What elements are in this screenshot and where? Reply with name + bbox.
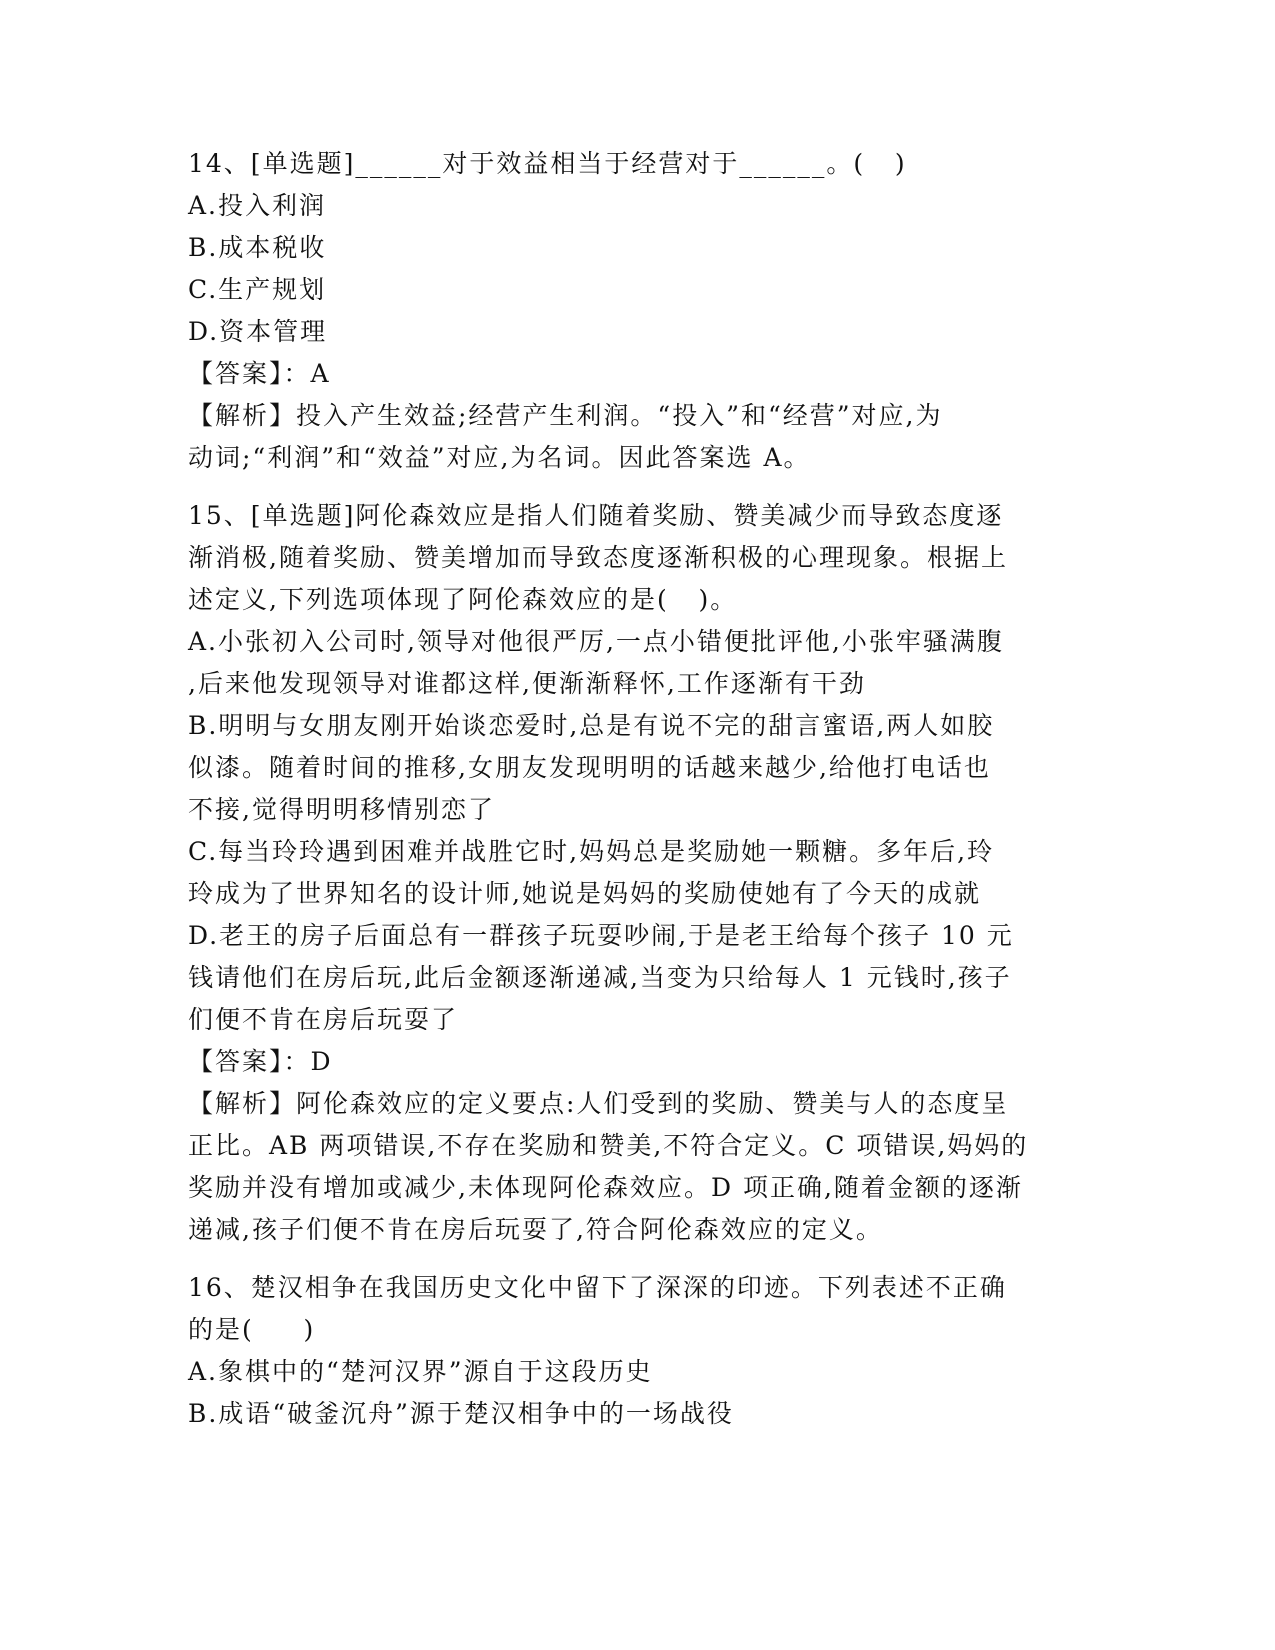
- analysis-line: 【解析】阿伦森效应的定义要点:人们受到的奖励、赞美与人的态度呈: [188, 1089, 1009, 1118]
- option-a-line: ,后来他发现领导对谁都这样,便渐渐释怀,工作逐渐有干劲: [188, 669, 866, 698]
- analysis-line: 【解析】投入产生效益;经营产生利润。“投入”和“经营”对应,为: [188, 401, 943, 430]
- option-a: A.象棋中的“楚河汉界”源自于这段历史: [188, 1357, 653, 1386]
- document-body: [188, 143, 1078, 1435]
- option-a: A.投入利润: [188, 191, 327, 220]
- option-d-line: 钱请他们在房后玩,此后金额逐渐递减,当变为只给每人 1 元钱时,孩子: [188, 963, 1012, 992]
- option-d: D.资本管理: [188, 317, 328, 346]
- question-stem-line: 述定义,下列选项体现了阿伦森效应的是( )。: [188, 585, 738, 614]
- answer: 【答案】：A: [188, 359, 331, 388]
- option-d-line: D.老王的房子后面总有一群孩子玩耍吵闹,于是老王给每个孩子 10 元: [188, 921, 1014, 950]
- option-b-line: 不接,觉得明明移情别恋了: [188, 795, 495, 824]
- spacer: [188, 1251, 1078, 1267]
- question-stem-line: 16、楚汉相争在我国历史文化中留下了深深的印迹。下列表述不正确: [188, 1273, 1007, 1302]
- question-stem-line: 15、[单选题]阿伦森效应是指人们随着奖励、赞美减少而导致态度逐: [188, 501, 1004, 530]
- option-d-line: 们便不肯在房后玩耍了: [188, 1005, 459, 1034]
- option-a-line: A.小张初入公司时,领导对他很严厉,一点小错便批评他,小张牢骚满腹: [188, 627, 1004, 656]
- option-b-line: B.明明与女朋友刚开始谈恋爱时,总是有说不完的甜言蜜语,两人如胶: [188, 711, 995, 740]
- question-stem: 14、[单选题]______对于效益相当于经营对于______。( ): [188, 149, 907, 178]
- option-c: C.生产规划: [188, 275, 327, 304]
- option-b: B.成语“破釜沉舟”源于楚汉相争中的一场战役: [188, 1399, 734, 1428]
- question-15: [188, 495, 1078, 1251]
- question-14: [188, 143, 1078, 479]
- question-stem-line: 渐消极,随着奖励、赞美增加而导致态度逐渐积极的心理现象。根据上: [188, 543, 1008, 572]
- analysis-line: 递减,孩子们便不肯在房后玩耍了,符合阿伦森效应的定义。: [188, 1215, 883, 1244]
- spacer: [188, 479, 1078, 495]
- answer: 【答案】：D: [188, 1047, 333, 1076]
- analysis-line: 动词;“利润”和“效益”对应,为名词。因此答案选 A。: [188, 443, 811, 472]
- option-c-line: C.每当玲玲遇到困难并战胜它时,妈妈总是奖励她一颗糖。多年后,玲: [188, 837, 995, 866]
- question-stem-line: 的是( ): [188, 1315, 316, 1344]
- analysis-line: 奖励并没有增加或减少,未体现阿伦森效应。D 项正确,随着金额的逐渐: [188, 1173, 1023, 1202]
- option-b: B.成本税收: [188, 233, 327, 262]
- option-c-line: 玲成为了世界知名的设计师,她说是妈妈的奖励使她有了今天的成就: [188, 879, 981, 908]
- question-16: [188, 1267, 1078, 1435]
- analysis-line: 正比。AB 两项错误,不存在奖励和赞美,不符合定义。C 项错误,妈妈的: [188, 1131, 1029, 1160]
- option-b-line: 似漆。随着时间的推移,女朋友发现明明的话越来越少,给他打电话也: [188, 753, 991, 782]
